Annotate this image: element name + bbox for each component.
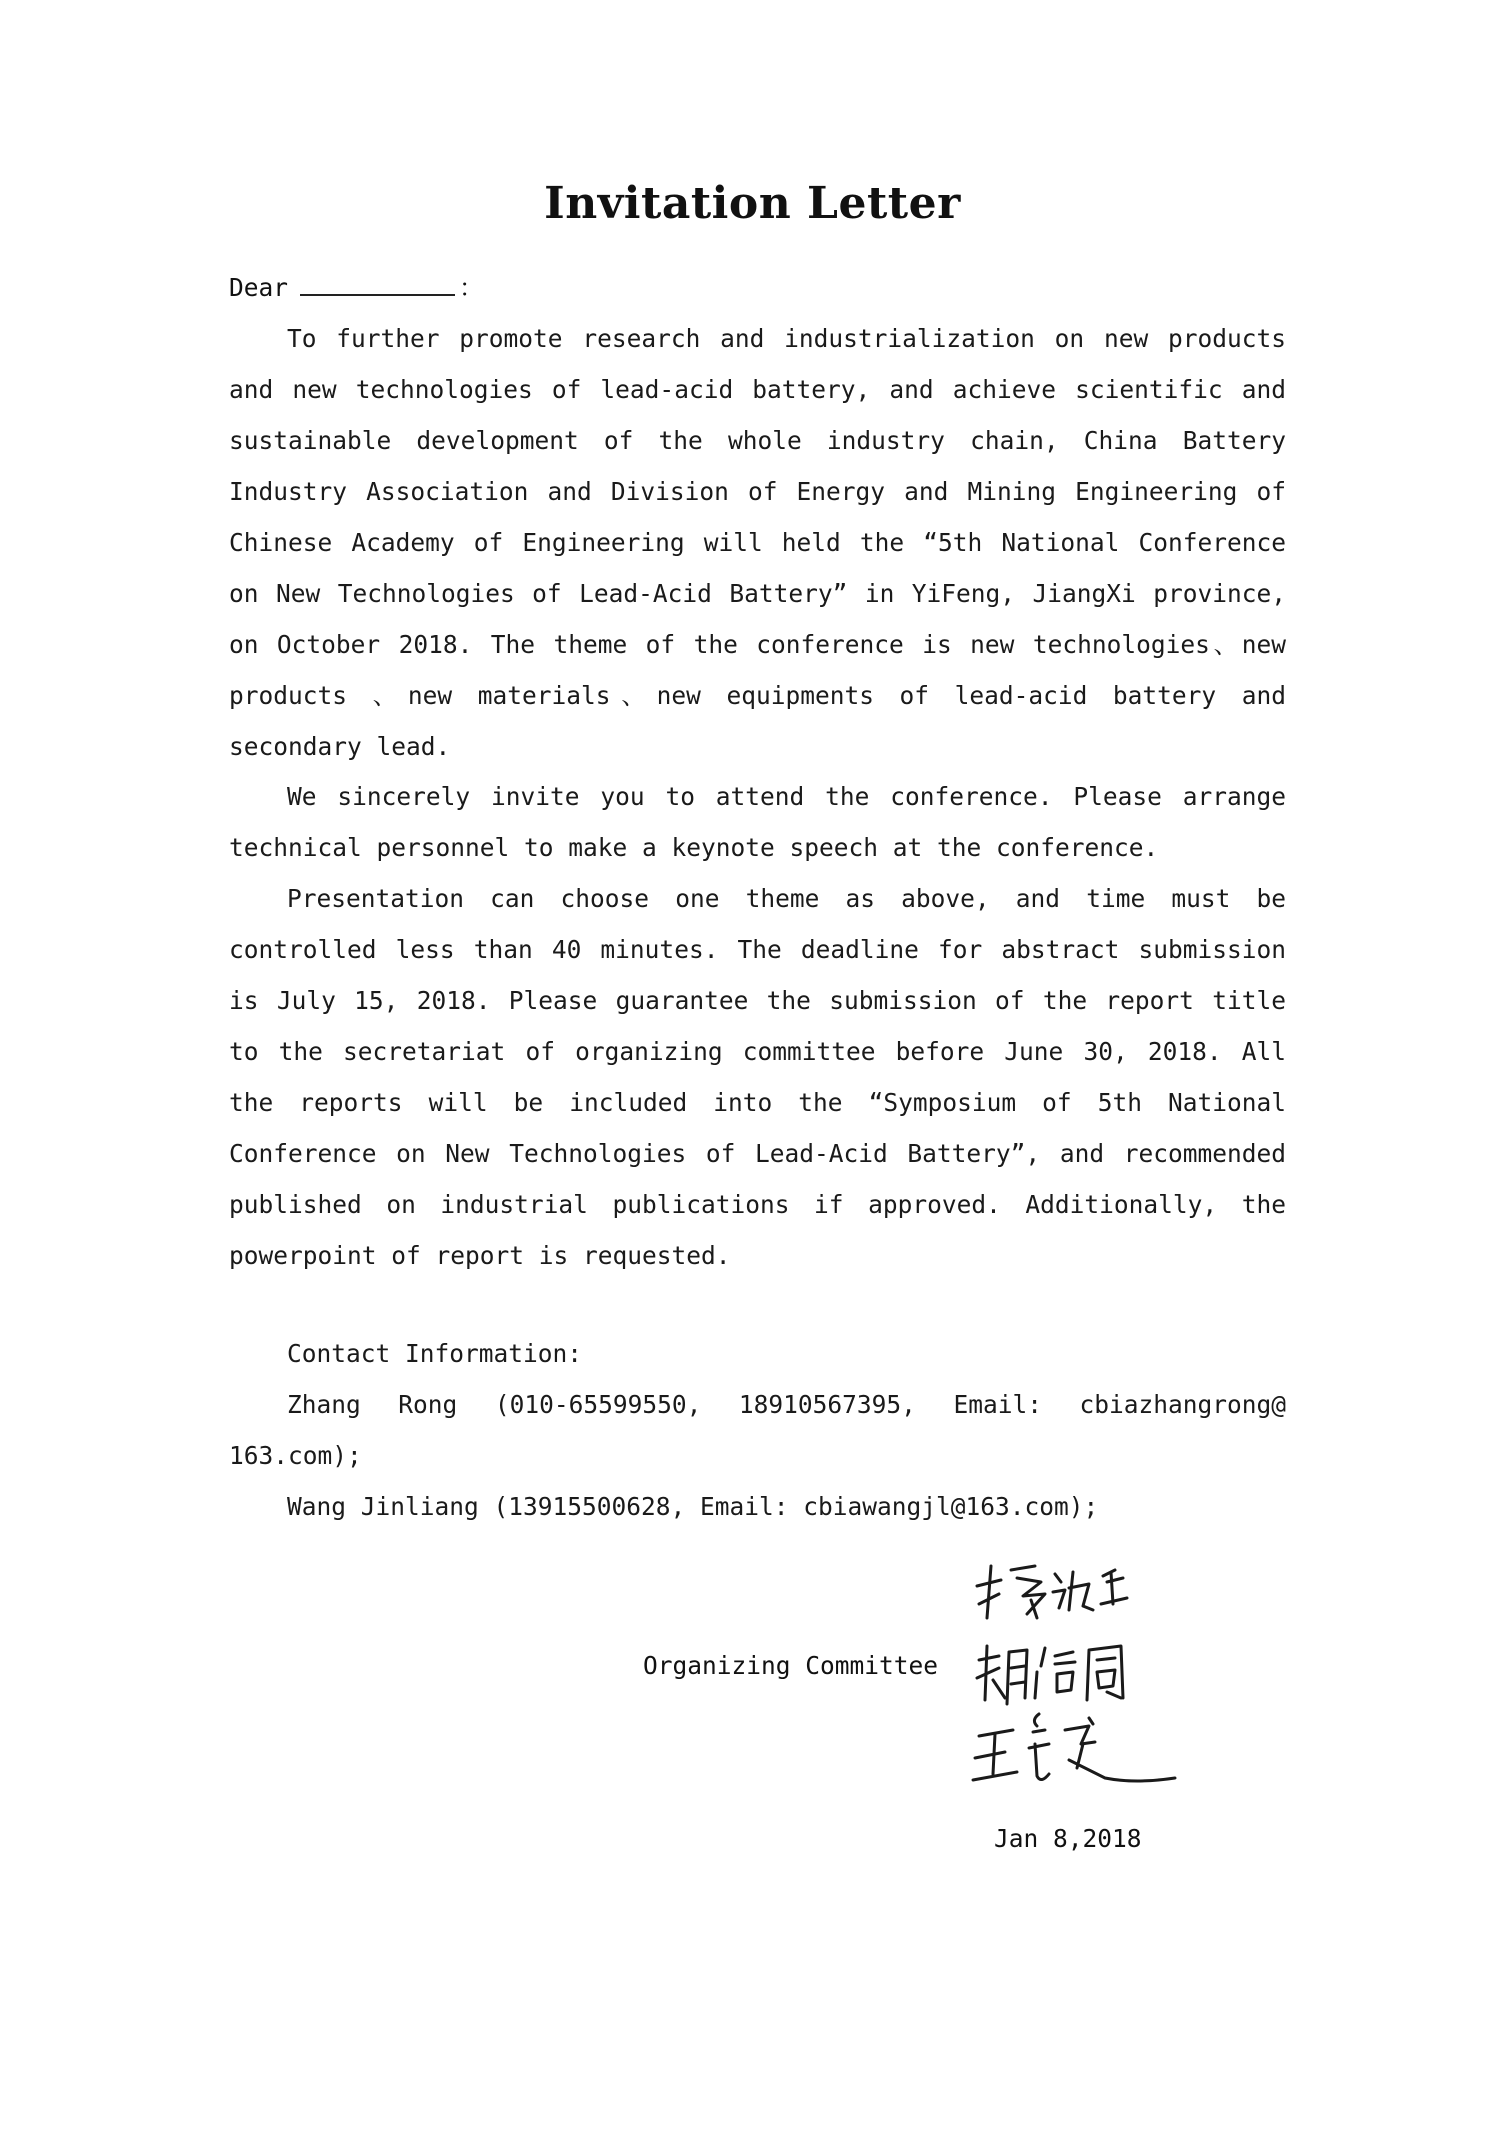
salutation-text: Dear [229, 273, 289, 302]
recipient-blank-line [300, 270, 455, 296]
salutation-colon: ： [459, 273, 484, 302]
contact-wang: Wang Jinliang (13915500628, Email: cbiawangjl@163.com); [287, 1492, 1099, 1521]
contact-zhang-line2: 163.com); [229, 1441, 362, 1470]
organizing-committee: Organizing Committee [643, 1651, 939, 1680]
contact-block [229, 1328, 1286, 1532]
handwritten-signatures [965, 1548, 1185, 1808]
paragraph-text: To further promote research and industrialization on new products and new technologies of lead-acid battery, and achieve scientific and sustainable development of the whole industry chain, China Battery Industry Association and Division of Energy and Mining Engineering of Chinese Academy of Engineering will held the “5th National Conference on New Technologies of Lead-Acid Battery” in YiFeng, JiangXi province, on October 2018. The theme of the conference is new technologies、new products 、new materials、new equipments of lead-acid battery and secondary lead. [229, 324, 1286, 761]
paragraph-text: Presentation can choose one theme as above, and time must be controlled less than 40 minutes. The deadline for abstract submission is July 15, 2018. Please guarantee the submission of the report title to the secretariat of organizing committee before June 30, 2018. All the reports will be included into the “Symposium of 5th National Conference on New Technologies of Lead-Acid Battery”, and recommended published on industrial publications if approved. Additionally, the powerpoint of report is requested. [229, 884, 1286, 1270]
paragraph-invitation [229, 771, 1286, 873]
paragraph-purpose [229, 313, 1286, 772]
letter-title: Invitation Letter [544, 178, 961, 229]
paragraph-presentation [229, 873, 1286, 1281]
salutation [229, 262, 484, 313]
paragraph-text: We sincerely invite you to attend the conference. Please arrange technical personnel to make a keynote speech at the conference. [229, 782, 1286, 862]
contact-heading: Contact Information: [287, 1339, 583, 1368]
letter-date: Jan 8,2018 [994, 1824, 1142, 1853]
contact-zhang-line1: Zhang Rong (010-65599550, 18910567395, Email: cbiazhangrong@ [287, 1390, 1286, 1419]
